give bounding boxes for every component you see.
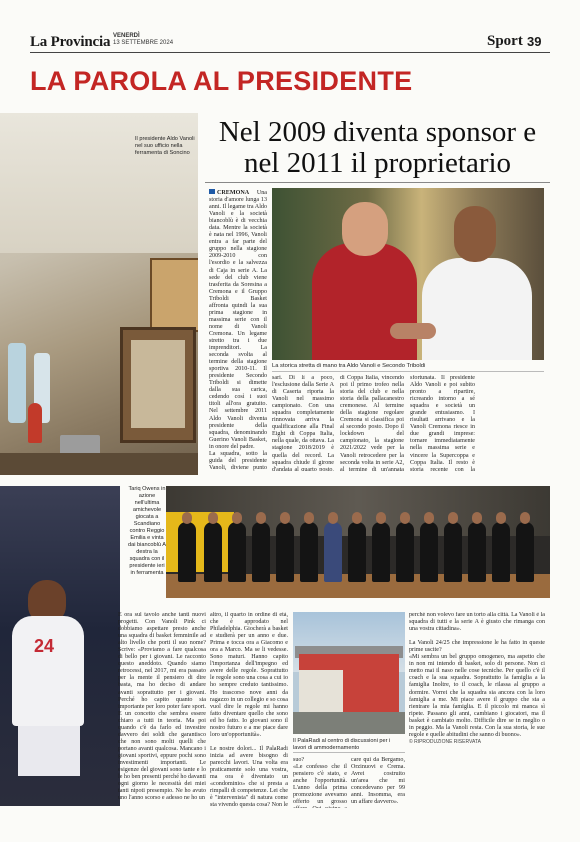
issue-date bbox=[113, 33, 173, 47]
copyright-note: © RIPRODUZIONE RISERVATA bbox=[409, 738, 481, 745]
office-photo bbox=[0, 113, 198, 475]
team-photo bbox=[166, 486, 550, 598]
date: 13 SETTEMBRE 2024 bbox=[113, 40, 174, 46]
article-column-4: sfortunata. Il presidente Aldo Vanoli e poi subito pronto a ripartire, ricreando intorno a sé squadra e società un grande entusiasmo. I risultati arrivano e la Vanoli Cremona riesce in due grandi imprese: tornare immediatamente nella massima serie e vincere la Supercoppa e Coppa Italia. Il resto è storia recente con la bbox=[410, 375, 475, 471]
caption-rule bbox=[272, 371, 544, 372]
player-photo bbox=[0, 486, 120, 806]
handshake-photo bbox=[272, 188, 544, 360]
headline: Nel 2009 diventa sponsor e nel 2011 il proprietario bbox=[218, 116, 537, 179]
office-photo-caption: Il presidente Aldo Vanoli nel suo ufficio nella ferramenta di Soncino bbox=[135, 136, 195, 156]
article-column-5 bbox=[480, 375, 544, 471]
interview-column-2: altro, il quarto in ordine di età, che è approdato nel Philadelphia. Giocherà a basket e studierà per un anno e due. Prima e tocca ora a Giacomo e ora a Marco. Ma se li vedesse. Sono maturi. Hanno capito l'importanza dell'impegno ed avere delle regole. Soprattutto le regole sono una cosa a cui io ho sempre creduto tantissimo. Ho trascorso nove anni da ragazzo in un collegio e so cosa vuol dire le regole mi hanno fatto diventare quello che sono ed ho fatto. Io giovani sono il nostro futuro e a me piace dare loro un'opportunità». Le nostre dolori... Il PalaRadi inizia ad avere bisogno di parecchi lavori. Una volta era praticamente solo una vostra, ma ora è diventato un «condominio» che si presta a rimpalli di competenze. Lei che è "intervenista" di natura come sta vivendo questa cosa? Non le bbox=[210, 612, 288, 808]
handshake-caption: La storica stretta di mano tra Aldo Vanoli e Secondo Triboldi bbox=[272, 363, 426, 369]
newspaper-title: La Provincia bbox=[30, 34, 111, 50]
page-number: 39 bbox=[527, 34, 542, 49]
arena-caption: Il PalaRadi al centro di discussioni per i lavori di ammodernamento bbox=[293, 738, 391, 751]
arena-rule bbox=[293, 752, 405, 753]
interview-text-5: perché non volevo fare un torto alla città. La Vanoli è la squadra di tutti e la serie A è giusto che rimanga con una vostra cittadina». La Vanoli 24/25 che impressione le ha fatto in queste prime uscite? «Mi sembra un bel gruppo omogeneo, ma aspetto che in non mi intendo di basket, solo di persone. Non ci metto mai il naso nelle cose tecniche. Per quello c'è il coach e la sua squadra. Soprattutto la famiglia a la famiglia Inoltre, to il coach, le rilassa al gruppo a dormire. Vorrei che la squadra sia ancora con la loro famiglia a me. Mi piace avere il gruppo che sta a rientrare la mia famiglia. E il piccolo mi manca sì ripete. Passano gli anni, cambiano i giocatori, ma il basket è cambiato molto. Difficile dire se in meglio o in peggio. Ma la Vanoli resta. Con la sua storia, le sue regole e quelle abitudini che sanno di buono». bbox=[409, 612, 545, 738]
interview-column-4: care qui da Bergamo, Orzinuovi e Crema. Avrei costruito un'area che mi concedevano per 99 anni. Insomma, era un affare davvero». bbox=[351, 757, 405, 806]
headline-rule bbox=[205, 182, 550, 183]
header-rule bbox=[30, 52, 550, 53]
article-column-1 bbox=[209, 189, 267, 471]
jersey-number: 24 bbox=[34, 636, 55, 656]
interview-column-5 bbox=[409, 612, 545, 808]
interview-column-1: E ora sul tavolo anche tanti nuovi progetti. Con Vanoli Pink ci dobbiamo aspettare presto anche una squadra di basket femminile ad alto livello che porti il suo nome? Scrive: «Proviamo a fare qualcosa di bello per i giovani. Le racconto questo aneddoto. Quando siamo retrocessi, nel 2017, mi era passato per la mente il pensiero di dire basta, ma ho deciso di andare avanti soprattutto per i giovani. Perché ho capito quanto sia importante per loro poter fare sport. E un concetto che sembra essere chiaro a tutti in teoria. Ma poi quando c'è da farlo ed investire davvero dei soldi che garantisco che non sono molti quelli che portano avanti qualcosa. Mancano i giovani sportivi, eppure pochi sono investimenti importanti. Le esigenze del giovani sono tante e lo le ho ben presenti perché ho davanti ogni giorno le necessità dei miei tanti nipoti presempio. Ne ho avuto uno l'anno scorso e adesso ne ho un bbox=[118, 612, 206, 802]
section-tag-icon bbox=[209, 189, 215, 194]
article-column-3: di Coppa Italia, vincendo poi il primo trofeo nella storia del club e nella storia della pallacanestro cremonese. Al termine della stagione regolare Cremona si classifica poi al secondo posto. Dopo il lockdown del campionato, la stagione 2021/2022 vede per la Vanoli retrocedere per la seconda volta in serie A2, al termine di un'annata bbox=[340, 375, 404, 471]
weekday: VENERDÌ bbox=[113, 33, 140, 39]
kicker-heading: LA PAROLA AL PRESIDENTE bbox=[30, 66, 413, 96]
article-text-1b: La squadra, sotto la guida del presidente Vanoli, diviene punto bbox=[209, 450, 267, 471]
section-name: Sport bbox=[487, 33, 523, 49]
dateline: CREMONA bbox=[217, 190, 250, 196]
player-caption: Tariq Owens in azione nell'ultima amichevole giocata a Scandiano contro Reggio Emilia e vinta dai biancoblù A destra la squadra con il presidente ieri in ferramenta bbox=[128, 486, 166, 576]
article-text-1: Una storia d'amore lunga 13 anni. Il legame tra Aldo Vanoli e la società biancoblù è di vecchia data. Mentre la società è nata nel 1996, Vanoli entra a far parte del gruppo nella stagione 2009-2010 con l'esordio e la salvezza di Caja in serie A. La sede del club viene trasferita da Soresina a Cremona e il Gruppo Triboldi Basket affronta quindi la sua prima stagione in massima serie con il nome di Vanoli Cremona. Un legame stretto tra i due imprenditori. La seconda svolta al termine della stagione sportiva 2010-11. Il presidente Secondo Triboldi si dimette dalla sua carica, cedendo così i suoi titoli all'ora gratuito. Nel settembre 2011 Aldo Vanoli diventa presidente della squadra, denominando Guerino Vanoli Basket, in onore del padre. bbox=[209, 190, 267, 450]
article-column-2: sari. Di lì a poco, l'esclusione dalla Serie A di Caserta riporta la Vanoli nel massimo campionato. Con una squadra completamente rinnovata arriva la qualificazione alla Final Eight di Coppa Italia, nella quale, da ottava. La stagione 2018/2019 è quella del record. La squadra chiude il girone d'andata al quarto posto, bbox=[272, 375, 334, 471]
arena-photo bbox=[293, 612, 405, 734]
interview-column-3: suo? «Le confesso che il pensiero c'è stato, e anche l'opportunità. L'anno della prima promozione avevamo offerto un grosso bbox=[293, 757, 347, 806]
